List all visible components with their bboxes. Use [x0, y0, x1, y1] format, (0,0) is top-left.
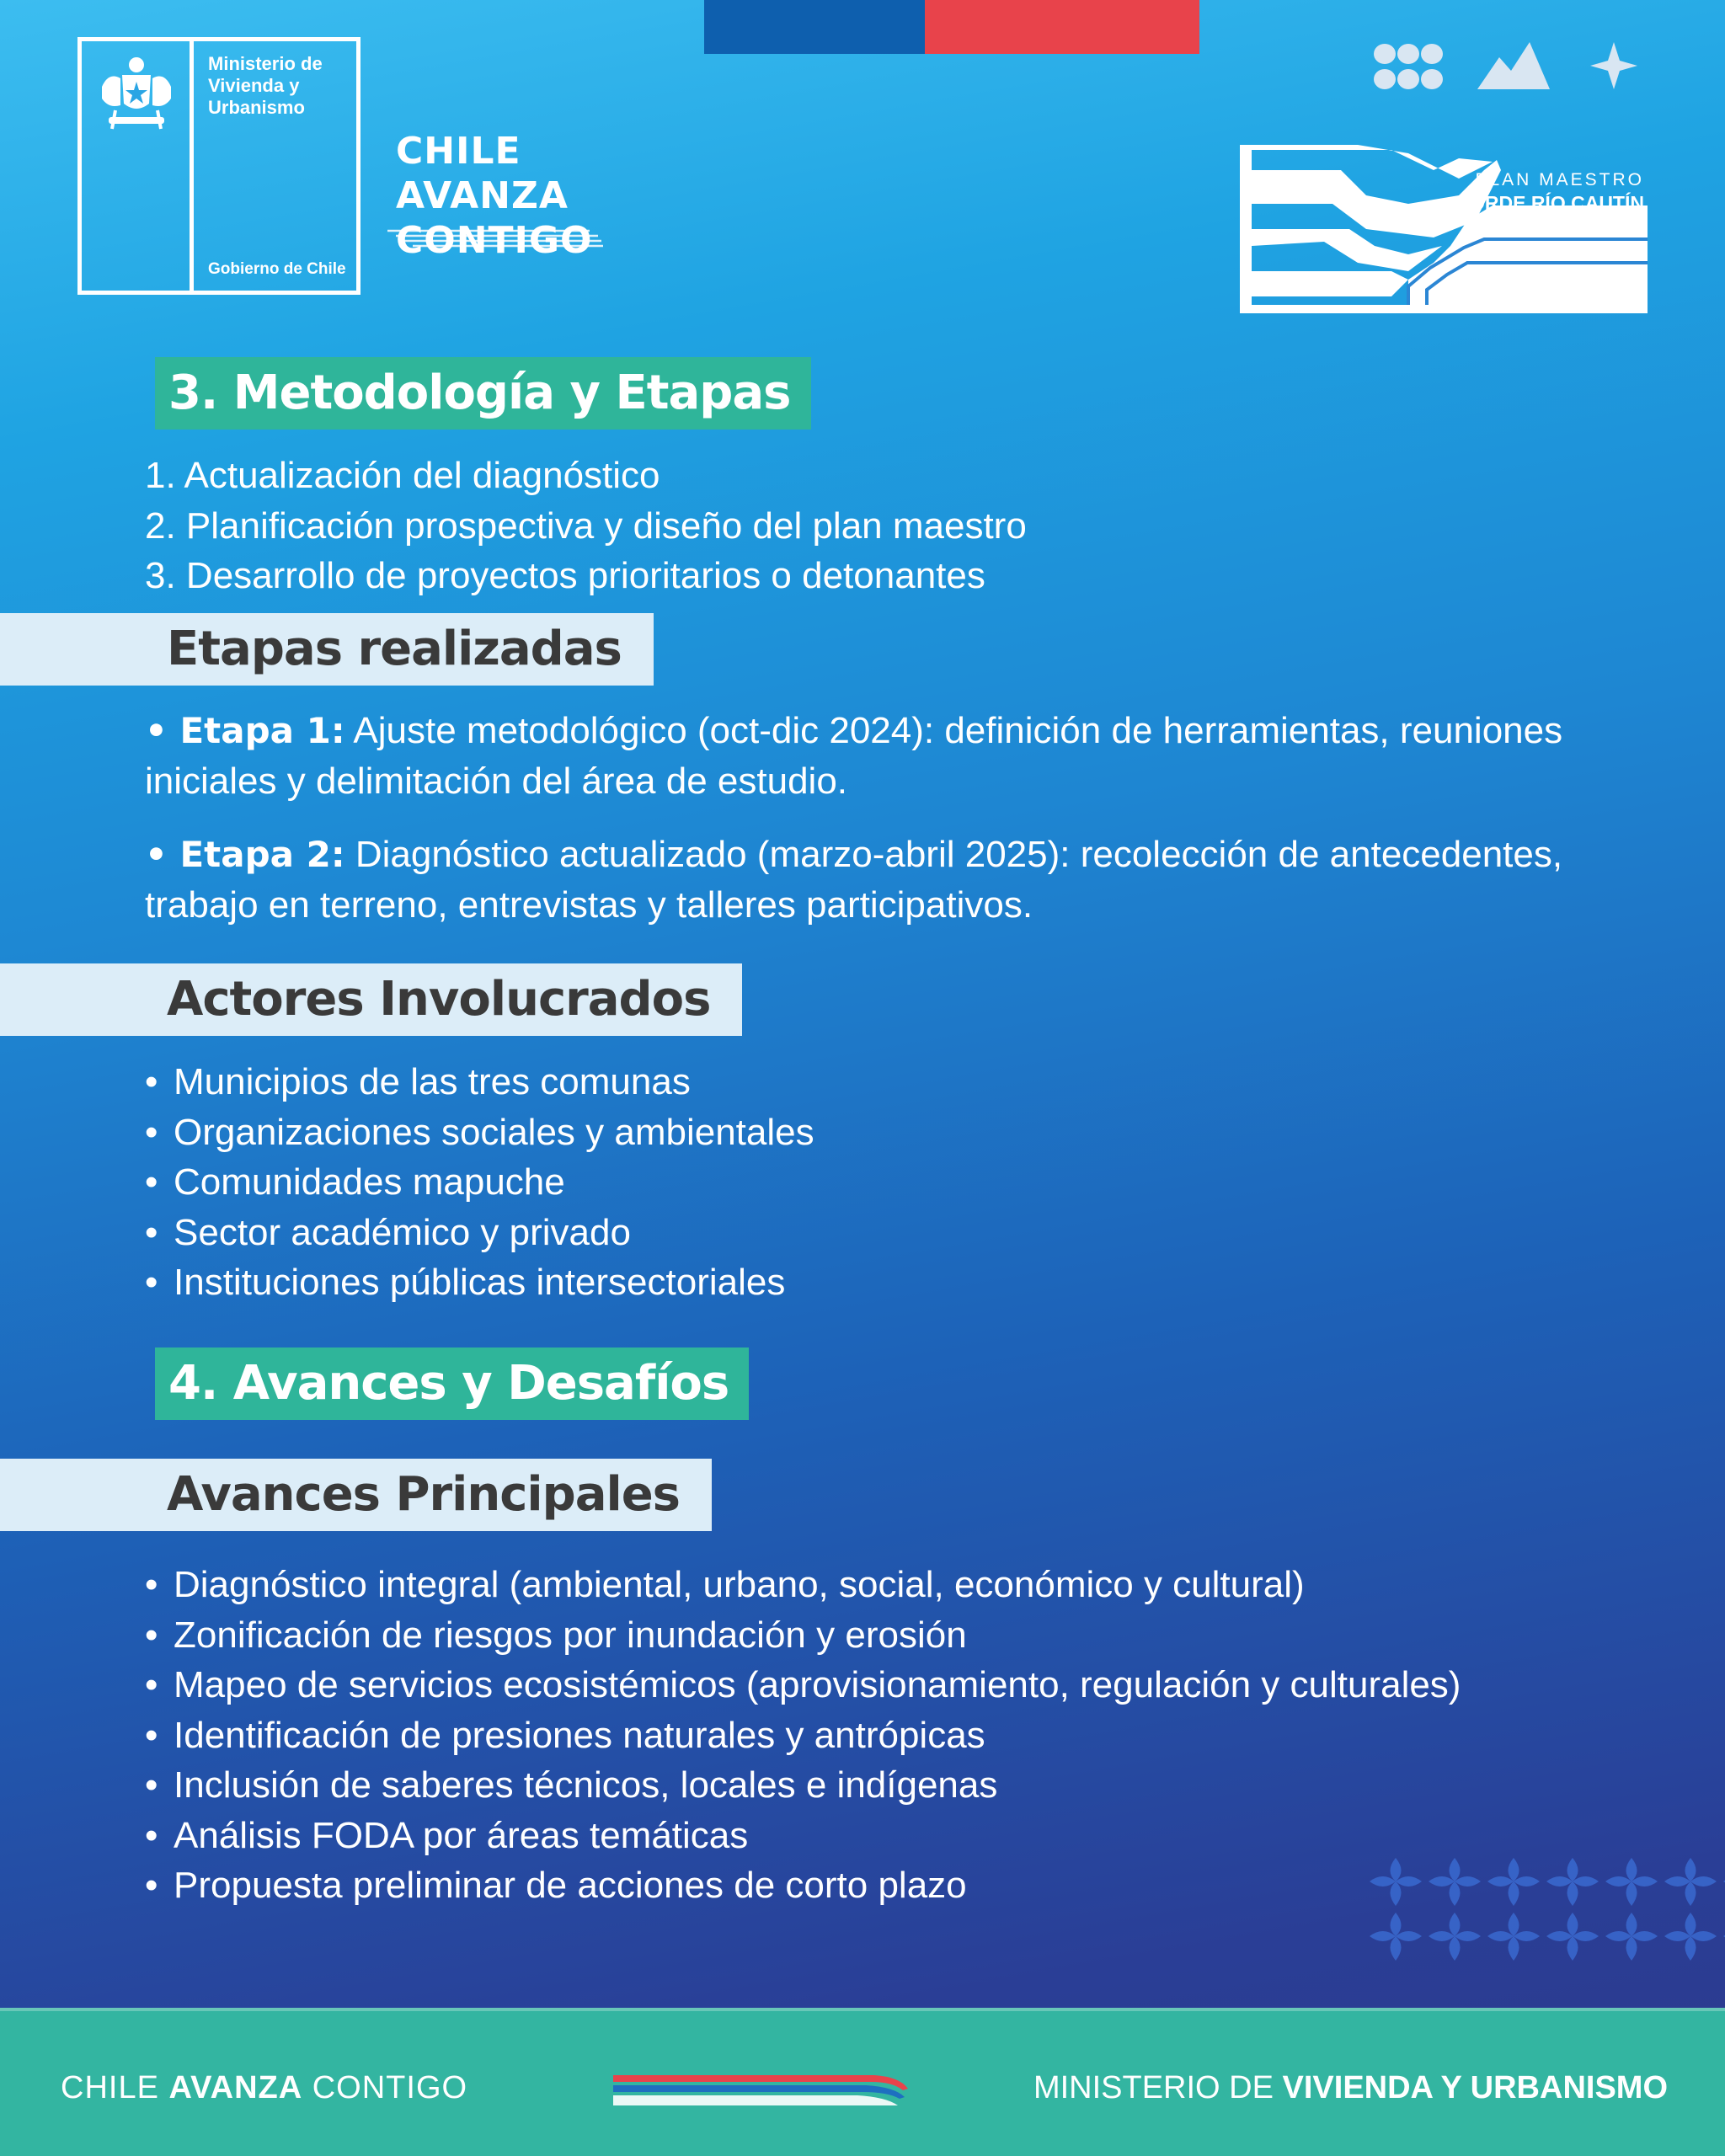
list-item: • Propuesta preliminar de acciones de corto plazo — [145, 1865, 967, 1906]
chile-coat-of-arms-icon — [90, 53, 183, 137]
list-item: 1. Actualización del diagnóstico — [145, 455, 660, 496]
list-item-text: Municipios de las tres comunas — [174, 1061, 691, 1102]
list-item: • Identificación de presiones naturales y antrópicas — [145, 1714, 985, 1756]
etapas-heading: Etapas realizadas — [0, 613, 654, 686]
flag-bar-red — [925, 0, 1199, 54]
list-item-text: Identificación de presiones naturales y antrópicas — [174, 1714, 985, 1756]
list-item-text: Diagnóstico integral (ambiental, urbano, social, económico y cultural) — [174, 1564, 1305, 1605]
list-item: • Análisis FODA por áreas temáticas — [145, 1814, 749, 1856]
footer — [0, 2008, 1725, 2156]
flag-bar-blue — [704, 0, 925, 54]
plan-maestro-line3: Estudio y Análisis — [1474, 216, 1644, 234]
list-item: • Comunidades mapuche — [145, 1161, 565, 1203]
footer-campaign-part: CONTIGO — [302, 2070, 468, 2105]
ministry-name: Ministerio de Vivienda y Urbanismo — [208, 53, 323, 118]
list-item-text: Comunidades mapuche — [174, 1161, 565, 1203]
list-item-text: Propuesta preliminar de acciones de corto plazo — [174, 1865, 967, 1906]
footer-ministry — [1033, 2070, 1668, 2106]
list-item: • Zonificación de riesgos por inundación y erosión — [145, 1614, 967, 1656]
list-item-text: Organizaciones sociales y ambientales — [174, 1111, 814, 1153]
plan-maestro-line2: BORDE RÍO CAUTÍN — [1455, 192, 1644, 214]
footer-campaign-bold: AVANZA — [168, 2070, 303, 2105]
campaign-logo — [396, 84, 665, 307]
logo-divider — [190, 41, 194, 291]
list-item: • Municipios de las tres comunas — [145, 1061, 691, 1102]
etapa-2-text: Diagnóstico actualizado (marzo-abril 2025): recolección de antecedentes, trabajo en terreno, entrevistas y talleres participativos. — [145, 834, 1563, 926]
government-label: Gobierno de Chile — [208, 260, 346, 278]
diamond-pattern-icon — [1366, 1854, 1725, 1964]
list-item-text: Mapeo de servicios ecosistémicos (aprovisionamiento, regulación y culturales) — [174, 1664, 1461, 1705]
list-item-text: Instituciones públicas intersectoriales — [174, 1262, 786, 1303]
list-item-text: Inclusión de saberes técnicos, locales e indígenas — [174, 1764, 998, 1806]
list-item-text: Sector académico y privado — [174, 1211, 631, 1253]
avances-heading: Avances Principales — [0, 1459, 712, 1531]
footer-campaign-part: CHILE — [61, 2070, 169, 2105]
ministry-logo — [77, 37, 360, 295]
plan-maestro-logo — [1240, 145, 1648, 313]
footer-campaign — [61, 2070, 467, 2106]
star-icon — [1590, 42, 1637, 89]
campaign-logo-text: CHILE AVANZA CONTIGO — [396, 130, 593, 262]
list-item-text: Análisis FODA por áreas temáticas — [174, 1814, 749, 1856]
plan-maestro-text — [1434, 170, 1644, 235]
footer-ministry-bold: VIVIENDA Y URBANISMO — [1282, 2070, 1668, 2105]
list-item: • Instituciones públicas intersectoriales — [145, 1262, 786, 1303]
decorative-icons — [1373, 35, 1642, 99]
list-item: • Diagnóstico integral (ambiental, urbano, social, económico y cultural) — [145, 1564, 1305, 1605]
etapa-2-paragraph — [145, 830, 1594, 931]
dots-icon — [1374, 44, 1443, 89]
section-4-heading: 4. Avances y Desafíos — [155, 1348, 749, 1420]
etapa-1-text: Ajuste metodológico (oct-dic 2024): definición de herramientas, reuniones iniciales y delimitación del área de estudio. — [145, 710, 1563, 802]
plan-maestro-line1: PLAN MAESTRO — [1475, 170, 1644, 189]
actores-heading: Actores Involucrados — [0, 963, 742, 1036]
swoosh-icon — [613, 2067, 913, 2107]
footer-ministry-part: MINISTERIO DE — [1033, 2070, 1283, 2105]
etapa-2-label: • Etapa 2: — [145, 834, 345, 875]
section-3-heading: 3. Metodología y Etapas — [155, 357, 811, 430]
etapa-1-paragraph — [145, 706, 1594, 807]
list-item: 3. Desarrollo de proyectos prioritarios o detonantes — [145, 555, 985, 596]
speed-lines-icon — [387, 227, 606, 249]
list-item: • Sector académico y privado — [145, 1211, 631, 1253]
list-item: • Mapeo de servicios ecosistémicos (aprovisionamiento, regulación y culturales) — [145, 1664, 1461, 1705]
methodology-list — [145, 451, 1027, 601]
avances-list — [145, 1560, 1461, 1911]
actores-list — [145, 1057, 814, 1308]
list-item: 2. Planificación prospectiva y diseño del plan maestro — [145, 504, 1027, 547]
mountains-icon — [1477, 42, 1550, 89]
list-item-text: Zonificación de riesgos por inundación y erosión — [174, 1614, 967, 1656]
list-item: • Organizaciones sociales y ambientales — [145, 1111, 814, 1153]
etapa-1-label: • Etapa 1: — [145, 710, 345, 751]
list-item: • Inclusión de saberes técnicos, locales e indígenas — [145, 1764, 998, 1806]
